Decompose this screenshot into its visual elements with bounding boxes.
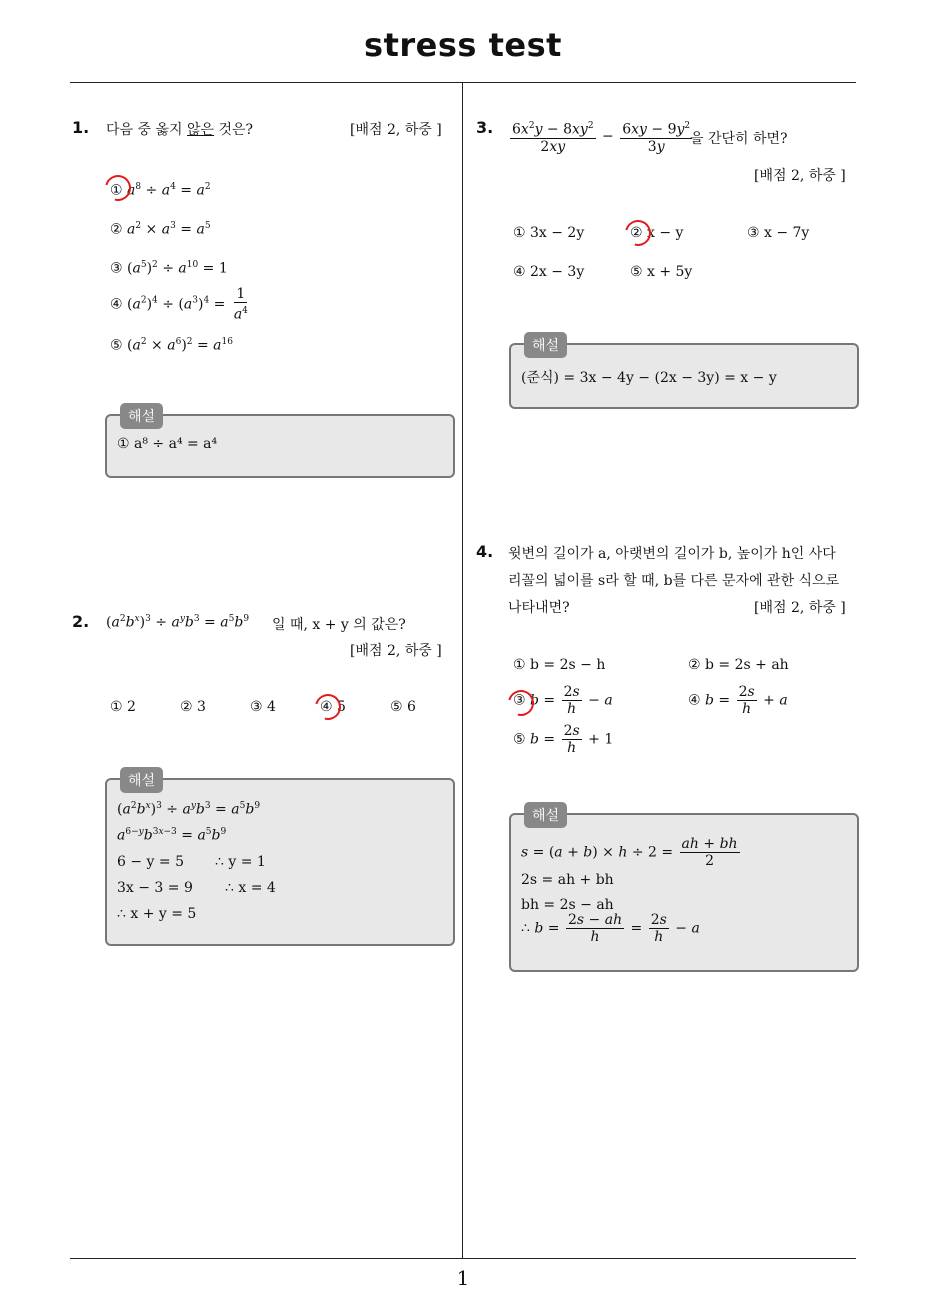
- solution-line: 6 − y = 5: [117, 854, 184, 870]
- option-1[interactable]: ① $a^8 \div a^4 = a^2$: [110, 182, 211, 199]
- option-1[interactable]: ① b = 2s − h: [513, 657, 606, 673]
- question-stem-line: 리꼴의 넓이를 s라 할 때, b를 다른 문자에 관한 식으로: [508, 573, 840, 589]
- option-3[interactable]: ③ $(a^5)^2 \div a^{10} = 1$: [110, 260, 228, 277]
- option-2[interactable]: ② b = 2s + ah: [688, 657, 789, 673]
- option-3[interactable]: ③ b = $\frac{2s}{h}$ − a: [513, 684, 613, 717]
- option-2[interactable]: ② x − y: [630, 225, 684, 241]
- question-number: 4.: [476, 542, 494, 561]
- option-4[interactable]: ④ 2x − 3y: [513, 264, 585, 280]
- solution-line: ∴ x + y = 5: [117, 906, 197, 922]
- solution-tag: 해설: [120, 403, 163, 429]
- option-4[interactable]: ④ $(a^2)^4 \div (a^3)^4$ = $\frac{1}{a^4}$: [110, 286, 248, 323]
- question-number: 2.: [72, 612, 90, 631]
- solution-line: s = (a + b) × h ÷ 2 = $\frac{ah + bh}{2}$: [521, 836, 738, 869]
- solution-line: bh = 2s − ah: [521, 897, 614, 913]
- solution-tag: 해설: [524, 802, 567, 828]
- question-equation: $\frac{6x^2y - 8xy^2}{2xy}$ − $\frac{6xy - 9y^2}{3y}$: [508, 118, 694, 155]
- question-equation: $(a^2b^x)^3 \div a^yb^3 = a^5b^9$: [106, 614, 250, 631]
- question-stem-line: 나타내면?: [508, 600, 570, 616]
- option-4[interactable]: ④ b = $\frac{2s}{h}$ + a: [688, 684, 788, 717]
- option-4[interactable]: ④ 5: [320, 699, 346, 715]
- question-points: [배점 2, 하중 ]: [754, 600, 846, 616]
- option-2[interactable]: ② $a^2 \times a^3 = a^5$: [110, 221, 211, 238]
- answer-mark: [310, 689, 346, 725]
- solution-line: $a^{6-y}b^{3x-3} = a^5b^9$: [117, 827, 227, 844]
- option-1[interactable]: ① 3x − 2y: [513, 225, 585, 241]
- question-stem: 을 간단히 하면?: [690, 131, 788, 147]
- solution-line: ① a⁸ ÷ a⁴ = a⁴: [117, 436, 218, 452]
- solution-line: $(a^2b^x)^3 \div a^yb^3 = a^5b^9$: [117, 801, 261, 818]
- solution-line: ∴ x = 4: [225, 880, 276, 896]
- solution-line: ∴ b = $\frac{2s - ah}{h}$ = $\frac{2s}{h}$ − a: [521, 912, 700, 945]
- question-stem: 일 때, x + y 의 값은?: [272, 617, 406, 633]
- solution-line: 2s = ah + bh: [521, 872, 614, 888]
- option-3[interactable]: ③ 4: [250, 699, 276, 715]
- option-2[interactable]: ② 3: [180, 699, 206, 715]
- column-divider: [462, 83, 463, 1258]
- solution-line: (준식) = 3x − 4y − (2x − 3y) = x − y: [521, 370, 777, 386]
- question-stem-line: 윗변의 길이가 a, 아랫변의 길이가 b, 높이가 h인 사다: [508, 546, 836, 562]
- option-5[interactable]: ⑤ b = $\frac{2s}{h}$ + 1: [513, 723, 614, 756]
- solution-line: ∴ y = 1: [215, 854, 266, 870]
- question-points: [배점 2, 하중 ]: [754, 168, 846, 184]
- solution-line: 3x − 3 = 9: [117, 880, 193, 896]
- page-title: stress test: [364, 26, 562, 64]
- answer-mark: [620, 215, 656, 251]
- answer-mark: [100, 170, 136, 206]
- bottom-rule: [70, 1258, 856, 1259]
- question-points: [배점 2, 하중 ]: [350, 122, 442, 138]
- solution-tag: 해설: [120, 767, 163, 793]
- page-number: 1: [456, 1266, 470, 1290]
- option-5[interactable]: ⑤ $(a^2 \times a^6)^2 = a^{16}$: [110, 337, 233, 354]
- solution-tag: 해설: [524, 332, 567, 358]
- question-points: [배점 2, 하중 ]: [350, 643, 442, 659]
- question-number: 3.: [476, 118, 494, 137]
- question-stem: 다음 중 옳지 않은 것은?: [106, 122, 254, 138]
- option-5[interactable]: ⑤ x + 5y: [630, 264, 693, 280]
- option-1[interactable]: ① 2: [110, 699, 136, 715]
- question-number: 1.: [72, 118, 90, 137]
- top-rule: [70, 82, 856, 83]
- option-3[interactable]: ③ x − 7y: [747, 225, 810, 241]
- option-5[interactable]: ⑤ 6: [390, 699, 416, 715]
